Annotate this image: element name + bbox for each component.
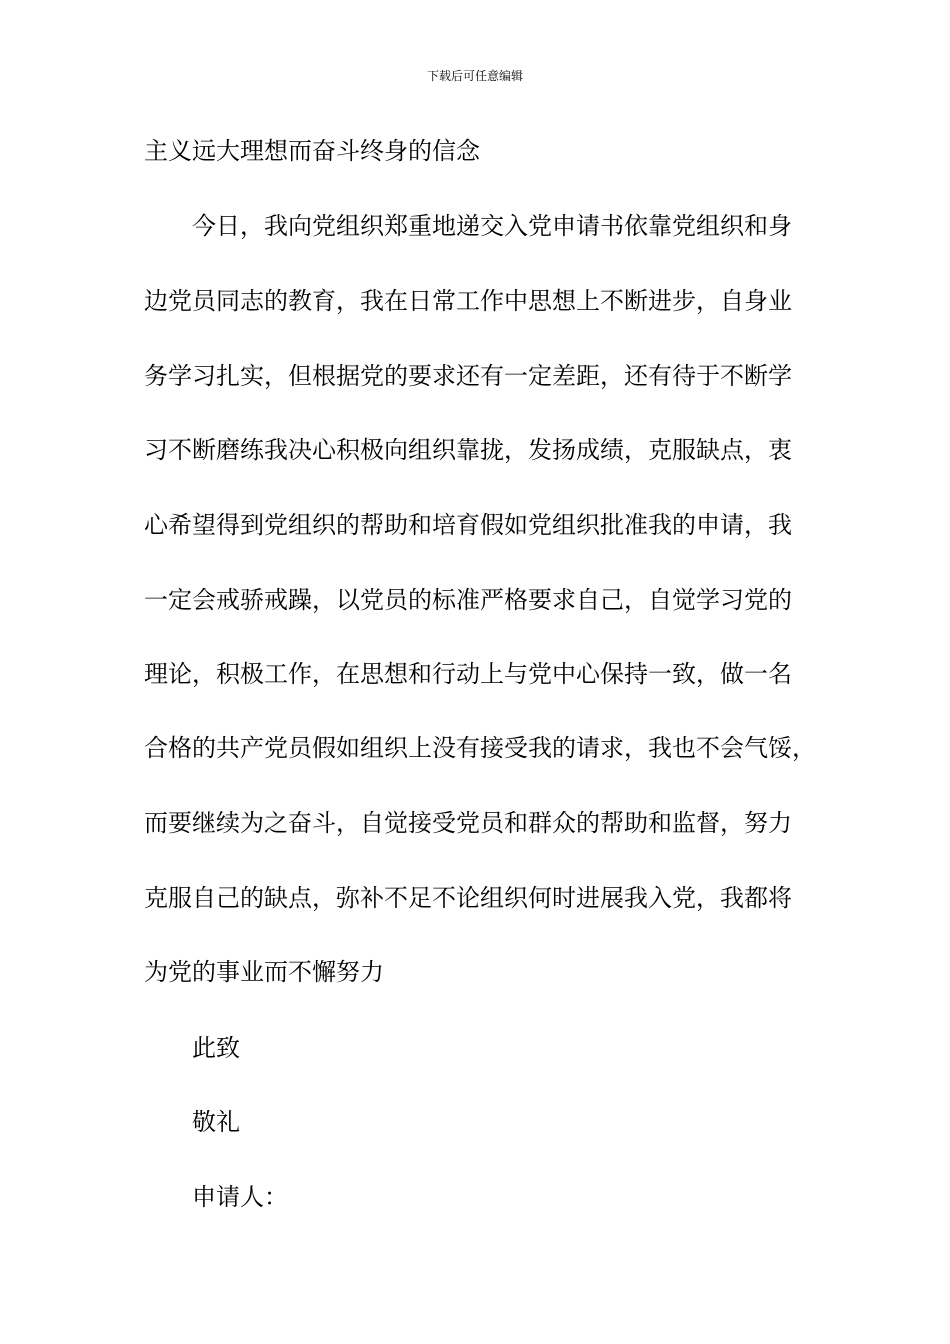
page-header: 下载后可任意编辑: [426, 69, 523, 83]
regards: 敬礼: [192, 1108, 240, 1136]
body-line: 今日，我向党组织郑重地递交入党申请书依靠党组织和身: [192, 212, 792, 240]
body-line: 理论，积极工作，在思想和行动上与党中心保持一致，做一名: [144, 660, 792, 688]
body-line: 一定会戒骄戒躁，以党员的标准严格要求自己，自觉学习党的: [144, 586, 792, 614]
applicant-label: 申请人：: [192, 1183, 288, 1211]
body-line: 主义远大理想而奋斗终身的信念: [144, 137, 480, 165]
body-line: 边党员同志的教育，我在日常工作中思想上不断进步，自身业: [144, 287, 792, 315]
salutation: 此致: [192, 1034, 240, 1062]
body-line: 务学习扎实，但根据党的要求还有一定差距，还有待于不断学: [144, 362, 792, 390]
body-line: 而要继续为之奋斗，自觉接受党员和群众的帮助和监督，努力: [144, 809, 792, 837]
body-line: 合格的共产党员假如组织上没有接受我的请求，我也不会气馁，: [144, 734, 816, 762]
body-line: 习不断磨练我决心积极向组织靠拢，发扬成绩，克服缺点，衷: [144, 436, 792, 464]
body-line: 为党的事业而不懈努力: [144, 958, 384, 986]
body-line: 心希望得到党组织的帮助和培育假如党组织批准我的申请，我: [144, 511, 792, 539]
body-line: 克服自己的缺点，弥补不足不论组织何时进展我入党，我都将: [144, 884, 792, 912]
